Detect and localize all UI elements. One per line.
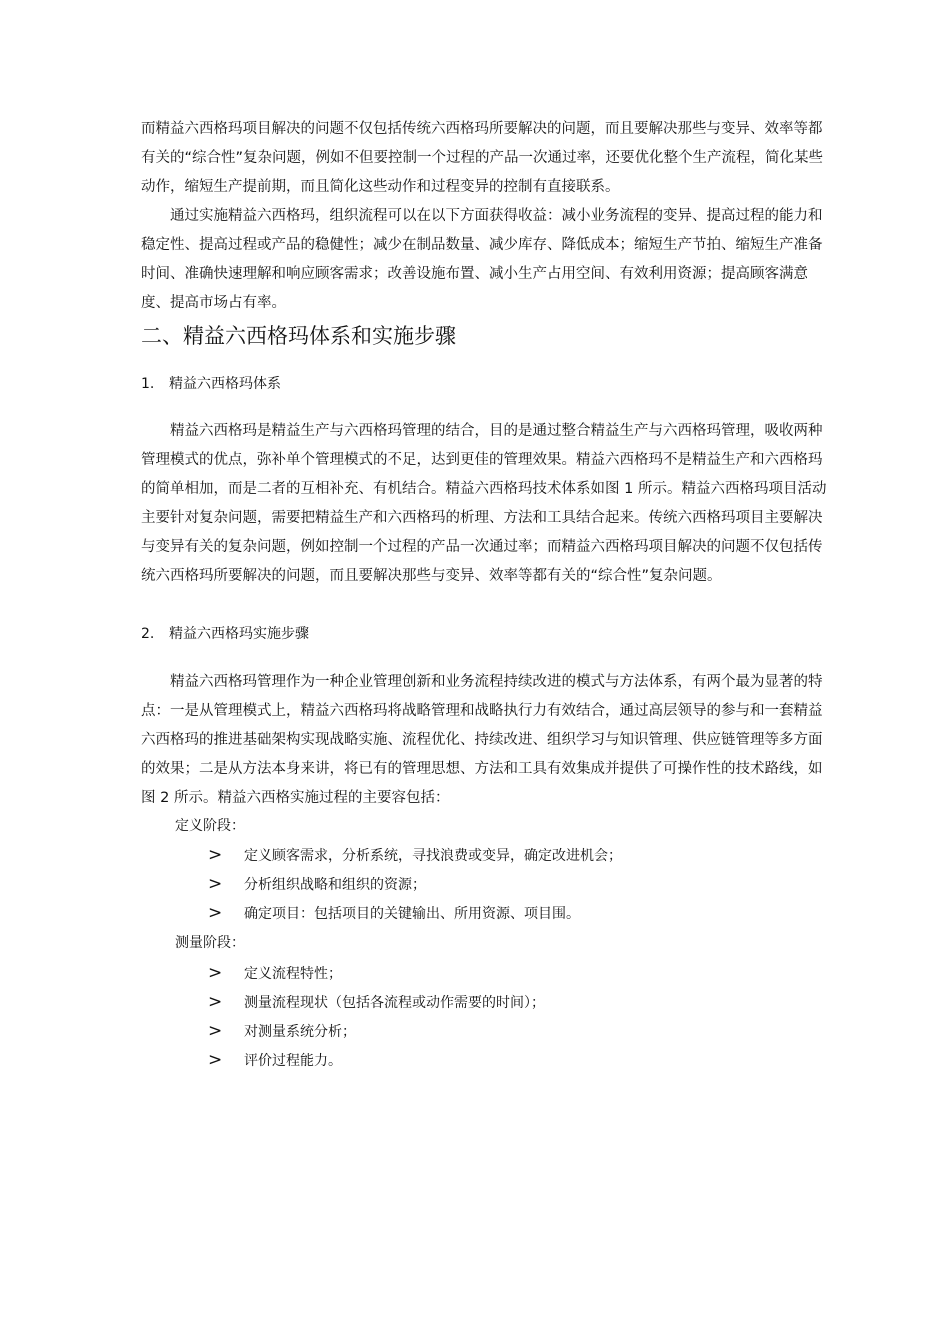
subheading-title: 精益六西格玛体系 — [169, 376, 281, 392]
paragraph-system-description: 精益六西格玛是精益生产与六西格玛管理的结合，目的是通过整合精益生产与六西格玛管理，吸收两种管理模式的优点，弥补单个管理模式的不足，达到更佳的管理效果。精益六西格玛不是精益生产和六西格玛的简单相加，而是二者的互相补充、有机结合。精益六西格玛技术体系如图 1 所示。精益六西格玛项目活动主要针对复杂问题，需要把精益生产和六西格玛的析理、方法和工具结合起来。传统六西格玛项目主要解决与变异有关的复杂问题，例如控制一个过程的产品一次通过率；而精益六西格玛项目解决的问题不仅包括传统六西格玛所要解决的问题，而且要解决那些与变异、效率等都有关的“综合性”复杂问题。 — [141, 423, 827, 584]
list-item — [208, 901, 580, 926]
paragraph-benefits: 通过实施精益六西格玛，组织流程可以在以下方面获得收益：减小业务流程的变异、提高过程的能力和稳定性、提高过程或产品的稳健性；减少在制品数量、减少库存、降低成本；缩短生产节拍、缩短生产准备时间、准确快速理解和响应顾客需求；改善设施布置、减小生产占用空间、有效利用资源；提高顾客满意度、提高市场占有率。 — [141, 208, 823, 311]
subheading-number: 2. — [141, 626, 155, 642]
list-item-text: 评价过程能力。 — [244, 1053, 342, 1069]
list-item-text: 定义顾客需求，分析系统，寻找浪费或变异，确定改进机会； — [244, 848, 622, 864]
list-item — [208, 961, 342, 986]
bullet-arrow-icon: > — [208, 845, 223, 865]
list-item-text: 确定项目：包括项目的关键输出、所用资源、项目围。 — [244, 906, 580, 922]
subheading-steps — [141, 622, 309, 646]
list-item-text: 分析组织战略和组织的资源； — [244, 877, 426, 893]
bullet-arrow-icon: > — [208, 903, 223, 923]
bullet-arrow-icon: > — [208, 1021, 223, 1041]
section-heading: 二、精益六西格玛体系和实施步骤 — [141, 324, 456, 348]
list-item-text: 对测量系统分析； — [244, 1024, 356, 1040]
bullet-arrow-icon: > — [208, 963, 223, 983]
subheading-number: 1. — [141, 376, 155, 392]
paragraph-lean-six-sigma-scope: 而精益六西格玛项目解决的问题不仅包括传统六西格玛所要解决的问题，而且要解决那些与变异、效率等都有关的“综合性”复杂问题，例如不但要控制一个过程的产品一次通过率，还要优化整个生产流程，简化某些动作，缩短生产提前期，而且简化这些动作和过程变异的控制有直接联系。 — [141, 121, 824, 195]
subheading-title: 精益六西格玛实施步骤 — [169, 626, 309, 642]
bullet-arrow-icon: > — [208, 874, 223, 894]
list-item — [208, 1048, 342, 1073]
list-item-text: 定义流程特性； — [244, 966, 342, 982]
bullet-arrow-icon: > — [208, 1050, 223, 1070]
list-item — [208, 1019, 356, 1044]
bullet-arrow-icon: > — [208, 992, 223, 1012]
paragraph-steps-description: 精益六西格玛管理作为一种企业管理创新和业务流程持续改进的模式与方法体系，有两个最为显著的特点：一是从管理模式上，精益六西格玛将战略管理和战略执行力有效结合，通过高层领导的参与和一套精益六西格玛的推进基础架构实现战略实施、流程优化、持续改进、组织学习与知识管理、供应链管理等多方面的效果；二是从方法本身来讲，将已有的管理思想、方法和工具有效集成并提供了可操作性的技术路线，如图 2 所示。精益六西格实施过程的主要容包括： — [141, 674, 823, 806]
list-item — [208, 843, 622, 868]
define-phase-label: 定义阶段： — [175, 818, 245, 834]
subheading-system — [141, 372, 281, 396]
list-item — [208, 990, 545, 1015]
list-item — [208, 872, 426, 897]
list-item-text: 测量流程现状（包括各流程或动作需要的时间）； — [244, 995, 545, 1011]
measure-phase-label: 测量阶段： — [175, 935, 245, 951]
